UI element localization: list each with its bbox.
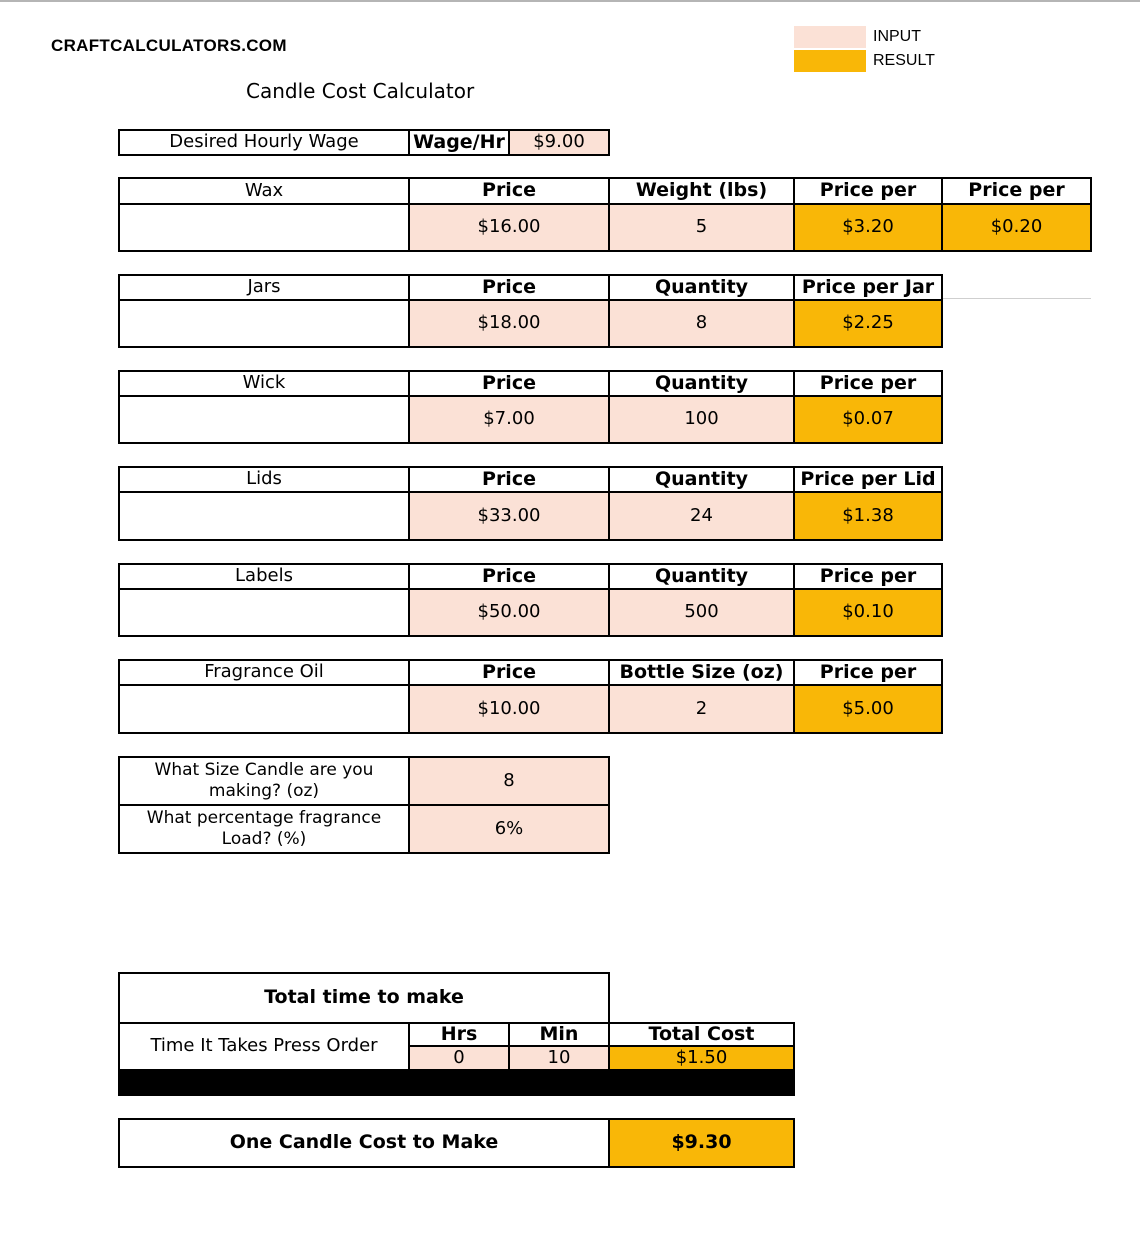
labels-result-header: Price per (793, 563, 943, 590)
fragrance-percent-label: What percentage fragrance Load? (%) (118, 804, 410, 854)
lids-price-header: Price (408, 466, 610, 493)
fragrance-blank (118, 684, 410, 734)
wax-blank (118, 203, 410, 252)
top-border (0, 0, 1140, 2)
page-title: Candle Cost Calculator (246, 79, 475, 103)
labels-price-input[interactable]: $50.00 (408, 588, 610, 637)
min-header: Min (508, 1022, 610, 1047)
wax-label: Wax (118, 177, 410, 205)
labels-qty-header: Quantity (608, 563, 795, 590)
wick-price-header: Price (408, 370, 610, 397)
wage-label: Desired Hourly Wage (118, 129, 410, 156)
labels-blank (118, 588, 410, 637)
lids-label: Lids (118, 466, 410, 493)
labels-result: $0.10 (793, 588, 943, 637)
wick-label: Wick (118, 370, 410, 397)
wick-result: $0.07 (793, 395, 943, 444)
hrs-input[interactable]: 0 (408, 1045, 510, 1071)
black-divider-bar (118, 1069, 795, 1096)
jars-blank (118, 299, 410, 348)
lids-result-header: Price per Lid (793, 466, 943, 493)
labels-label: Labels (118, 563, 410, 590)
lids-qty-header: Quantity (608, 466, 795, 493)
final-cost-result: $9.30 (608, 1118, 795, 1168)
lids-qty-input[interactable]: 24 (608, 491, 795, 541)
jars-price-input[interactable]: $18.00 (408, 299, 610, 348)
wax-result-header: Price per (793, 177, 943, 205)
hrs-header: Hrs (408, 1022, 510, 1047)
wage-unit: Wage/Hr (408, 129, 510, 156)
legend-input-swatch (794, 26, 866, 48)
fragrance-result: $5.00 (793, 684, 943, 734)
wick-price-input[interactable]: $7.00 (408, 395, 610, 444)
min-input[interactable]: 10 (508, 1045, 610, 1071)
wax-price-input[interactable]: $16.00 (408, 203, 610, 252)
wick-result-header: Price per (793, 370, 943, 397)
wick-blank (118, 395, 410, 444)
brand-title: CRAFTCALCULATORS.COM (51, 36, 287, 55)
jars-price-header: Price (408, 274, 610, 301)
wax-qty-input[interactable]: 5 (608, 203, 795, 252)
jars-label: Jars (118, 274, 410, 301)
fragrance-price-input[interactable]: $10.00 (408, 684, 610, 734)
fragrance-result-header: Price per (793, 659, 943, 686)
legend-result-label: RESULT (873, 52, 935, 69)
fragrance-label: Fragrance Oil (118, 659, 410, 686)
total-cost-result: $1.50 (608, 1045, 795, 1071)
legend-result-swatch (794, 50, 866, 72)
jars-qty-header: Quantity (608, 274, 795, 301)
jars-result-header: Price per Jar (793, 274, 943, 301)
labels-qty-input[interactable]: 500 (608, 588, 795, 637)
total-cost-header: Total Cost (608, 1022, 795, 1047)
lids-result: $1.38 (793, 491, 943, 541)
candle-size-input[interactable]: 8 (408, 756, 610, 806)
wax-result2: $0.20 (941, 203, 1092, 252)
fragrance-qty-header: Bottle Size (oz) (608, 659, 795, 686)
wax-result2-header: Price per (941, 177, 1092, 205)
final-cost-label: One Candle Cost to Make (118, 1118, 610, 1168)
time-title: Total time to make (118, 972, 610, 1024)
wax-price-header: Price (408, 177, 610, 205)
lids-price-input[interactable]: $33.00 (408, 491, 610, 541)
fragrance-price-header: Price (408, 659, 610, 686)
time-row-label: Time It Takes Press Order (118, 1022, 410, 1071)
fragrance-percent-input[interactable]: 6% (408, 804, 610, 854)
jars-result: $2.25 (793, 299, 943, 348)
wax-qty-header: Weight (lbs) (608, 177, 795, 205)
candle-size-label: What Size Candle are you making? (oz) (118, 756, 410, 806)
labels-price-header: Price (408, 563, 610, 590)
fragrance-qty-input[interactable]: 2 (608, 684, 795, 734)
lids-blank (118, 491, 410, 541)
jars-qty-input[interactable]: 8 (608, 299, 795, 348)
gridline (943, 298, 1091, 299)
wage-input[interactable]: $9.00 (508, 129, 610, 156)
legend-input-label: INPUT (873, 28, 921, 45)
wick-qty-input[interactable]: 100 (608, 395, 795, 444)
wax-result: $3.20 (793, 203, 943, 252)
wick-qty-header: Quantity (608, 370, 795, 397)
